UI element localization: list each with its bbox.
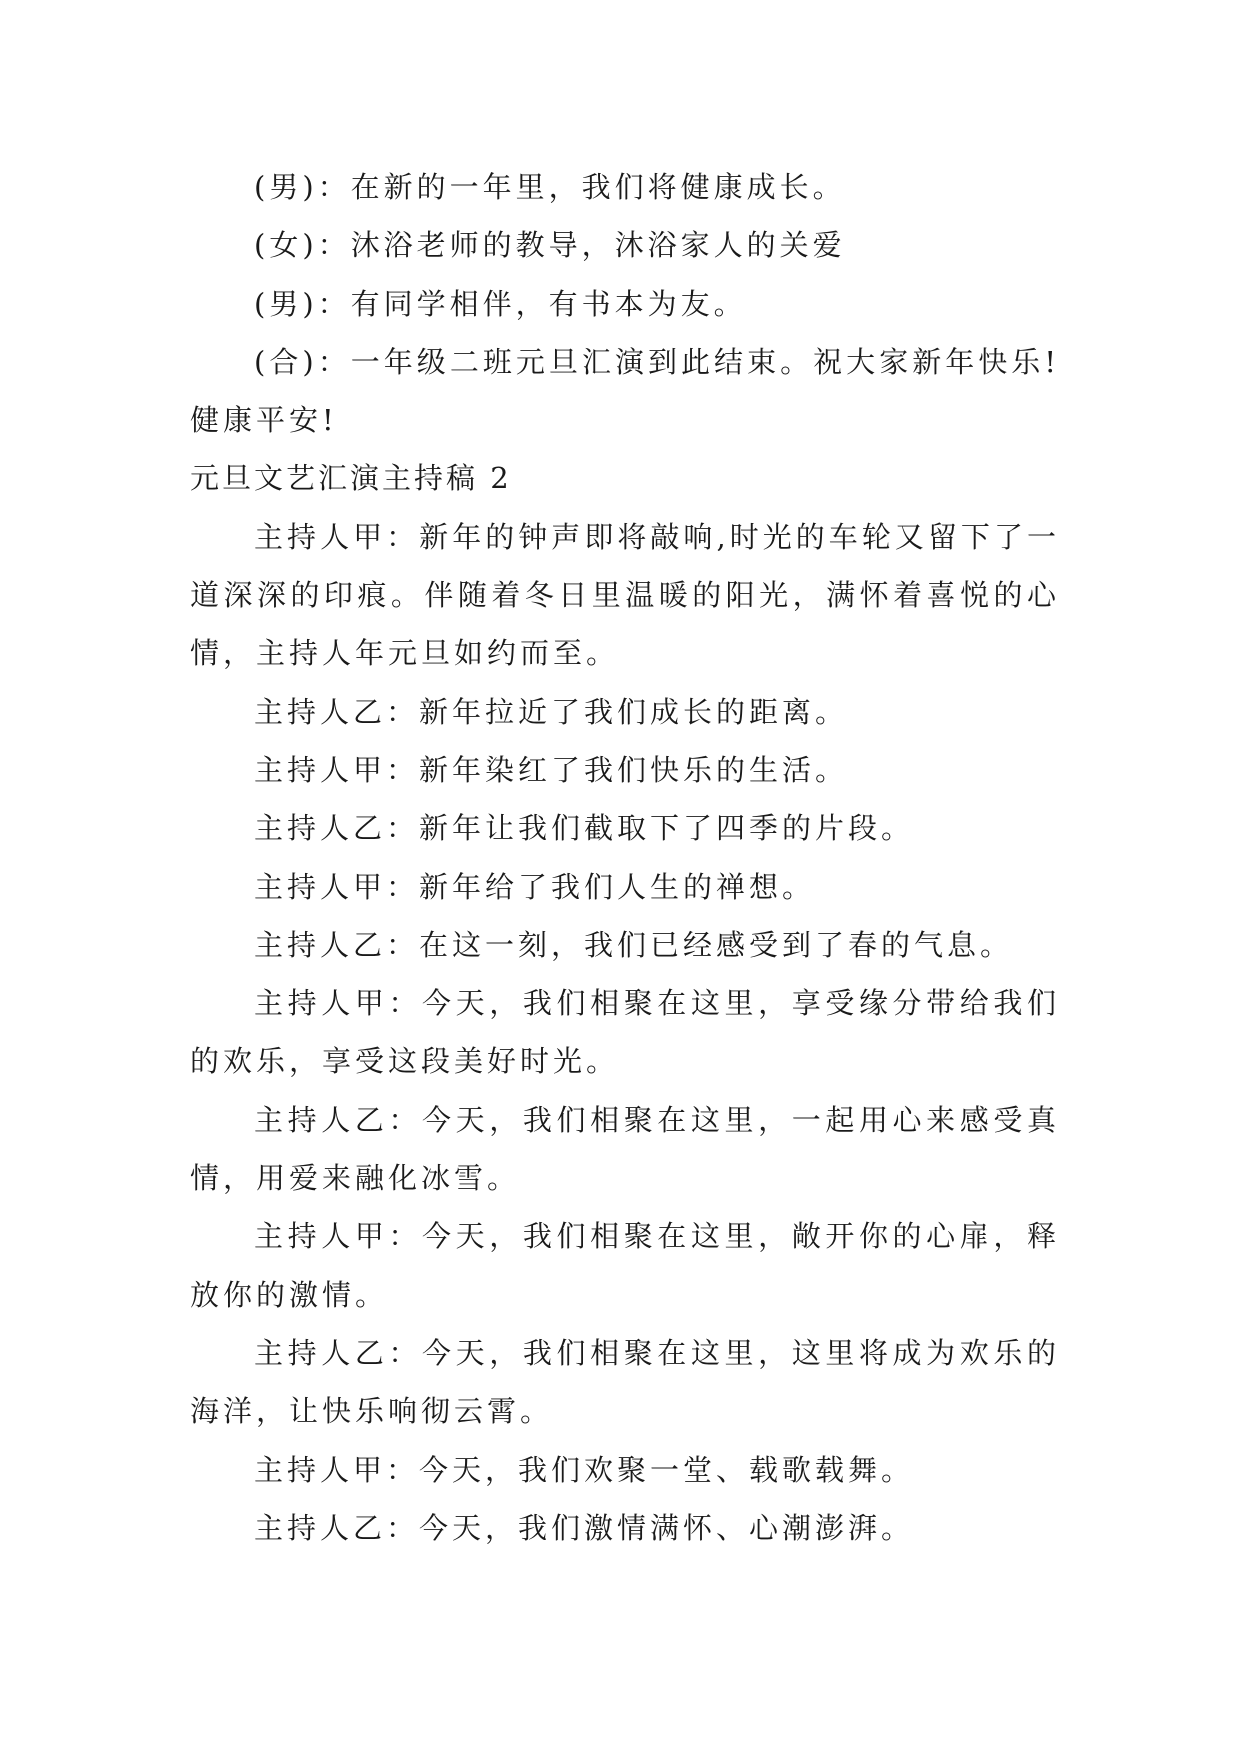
paragraph-host-a-6: 主持人甲：今天，我们欢聚一堂、载歌载舞。 bbox=[254, 1452, 915, 1487]
paragraph-host-a-4: 主持人甲：今天，我们相聚在这里，享受缘分带给我们的欢乐，享受这段美好时光。 bbox=[190, 986, 1060, 1079]
paragraph-host-a-5: 主持人甲：今天，我们相聚在这里，敞开你的心扉，释放你的激情。 bbox=[190, 1219, 1060, 1312]
section-title: 元旦文艺汇演主持稿 2 bbox=[190, 461, 512, 496]
paragraph-host-b-4: 主持人乙：今天，我们相聚在这里，一起用心来感受真情，用爱来融化冰雪。 bbox=[190, 1102, 1060, 1196]
paragraph-host-a-3: 主持人甲：新年给了我们人生的禅想。 bbox=[254, 869, 816, 904]
paragraph-male-2: (男)：有同学相伴，有书本为友。 bbox=[254, 286, 747, 321]
paragraph-host-b-2: 主持人乙：新年让我们截取下了四季的片段。 bbox=[254, 811, 915, 846]
paragraph-host-a-2: 主持人甲：新年染红了我们快乐的生活。 bbox=[254, 752, 849, 787]
paragraph-host-a-1: 主持人甲：新年的钟声即将敲响,时光的车轮又留下了一道深深的印痕。伴随着冬日里温暖的阳光，满怀着喜悦的心情，主持人年元旦如约而至。 bbox=[190, 519, 1060, 671]
paragraph-host-b-1: 主持人乙：新年拉近了我们成长的距离。 bbox=[254, 694, 849, 729]
paragraph-host-b-3: 主持人乙：在这一刻，我们已经感受到了春的气息。 bbox=[254, 927, 1014, 962]
paragraph-female-1: (女)：沐浴老师的教导，沐浴家人的关爱 bbox=[254, 228, 846, 263]
paragraph-host-b-6: 主持人乙：今天，我们激情满怀、心潮澎湃。 bbox=[254, 1510, 915, 1545]
paragraph-together: (合)：一年级二班元旦汇演到此结束。祝大家新年快乐!健康平安! bbox=[190, 344, 1060, 438]
document-page bbox=[190, 158, 1060, 1557]
paragraph-host-b-5: 主持人乙：今天，我们相聚在这里，这里将成为欢乐的海洋，让快乐响彻云霄。 bbox=[190, 1335, 1060, 1429]
paragraph-male-1: (男)：在新的一年里，我们将健康成长。 bbox=[254, 170, 846, 204]
